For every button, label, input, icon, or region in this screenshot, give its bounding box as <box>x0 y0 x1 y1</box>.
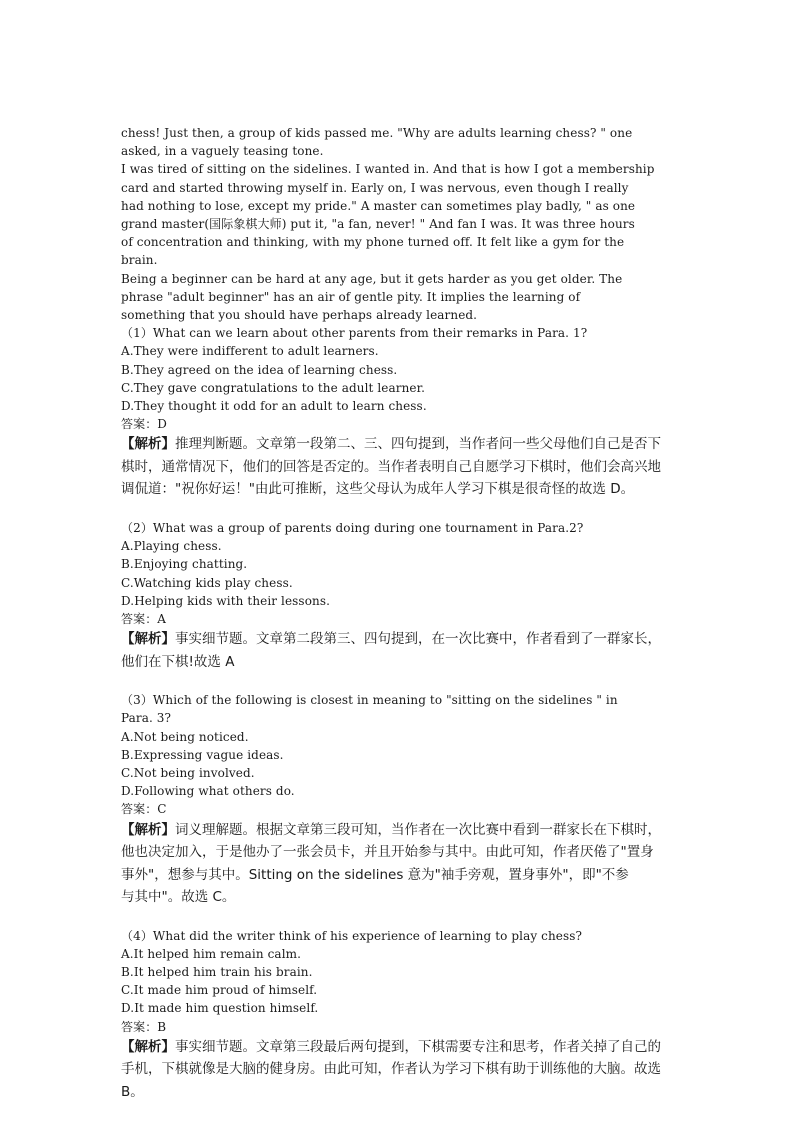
option-b: B.They agreed on the idea of learning chess. <box>121 362 398 377</box>
analysis-tag: 【解析】 <box>121 631 175 648</box>
option-c: C.Watching kids play chess. <box>121 575 293 590</box>
option-b: B.It helped him train his brain. <box>121 965 313 979</box>
answer: 答案：B <box>121 1019 167 1034</box>
analysis-tag: 【解析】 <box>121 436 175 453</box>
analysis-tag: 【解析】 <box>121 1038 175 1055</box>
analysis-line: 他们在下棋!故选 A <box>121 653 235 670</box>
question-text: （2）What was a group of parents doing during one tournament in Para.2? <box>121 520 584 535</box>
passage-line: something that you should have perhaps already learned. <box>121 308 478 323</box>
option-b: B.Enjoying chatting. <box>121 557 248 572</box>
passage-line: I was tired of sitting on the sidelines. I wanted in. And that is how I got a membership <box>121 162 655 177</box>
option-c: C.It made him proud of himself. <box>121 983 318 998</box>
option-d: D.Helping kids with their lessons. <box>121 593 331 608</box>
analysis-line: 与其中"。故选 C。 <box>121 889 236 906</box>
question-text: （4）What did the writer think of his experience of learning to play chess? <box>121 928 583 943</box>
document-page <box>121 124 683 1103</box>
option-b: B.Expressing vague ideas. <box>121 747 284 762</box>
passage-line: chess! Just then, a group of kids passed me. "Why are adults learning chess? " one <box>121 126 633 140</box>
analysis-line: 【解析】词义理解题。根据文章第三段可知，当作者在一次比赛中看到一群家长在下棋时， <box>121 821 661 838</box>
analysis-line: 【解析】事实细节题。文章第三段最后两句提到，下棋需要专注和思考，作者关掉了自己的 <box>121 1038 661 1055</box>
passage-line: had nothing to lose, except my pride." A master can sometimes play badly, " as one <box>121 198 636 213</box>
option-c: C.They gave congratulations to the adult learner. <box>121 380 426 395</box>
analysis-tag: 【解析】 <box>121 821 175 838</box>
option-d: D.It made him question himself. <box>121 1001 319 1016</box>
question-4 <box>121 927 683 1104</box>
passage-line: asked, in a vaguely teasing tone. <box>121 144 324 159</box>
analysis-line: 【解析】推理判断题。文章第一段第二、三、四句提到，当作者问一些父母他们自己是否下 <box>121 436 661 453</box>
question-2 <box>121 519 683 673</box>
passage-line: grand master(国际象棋大师) put it, "a fan, never! " And fan I was. It was three hours <box>121 217 635 232</box>
passage <box>121 124 683 324</box>
passage-line: phrase "adult beginner" has an air of gentle pity. It implies the learning of <box>121 289 581 304</box>
answer: 答案：D <box>121 417 168 432</box>
question-text-cont: Para. 3? <box>121 711 172 726</box>
question-3 <box>121 691 683 908</box>
answer: 答案：A <box>121 611 167 626</box>
analysis-line: 调侃道："祝你好运！"由此可推断，这些父母认为成年人学习下棋是很奇怪的故选 D。 <box>121 481 635 498</box>
question-1 <box>121 324 683 501</box>
analysis-line: 他也决定加入，于是他办了一张会员卡，并且开始参与其中。由此可知，作者厌倦了"置身 <box>121 844 654 861</box>
analysis-line: 【解析】事实细节题。文章第二段第三、四句提到，在一次比赛中，作者看到了一群家长， <box>121 631 661 648</box>
analysis-line: 棋时，通常情况下，他们的回答是否定的。当作者表明自己自愿学习下棋时，他们会高兴地 <box>121 458 661 475</box>
question-text: （1）What can we learn about other parents from their remarks in Para. 1? <box>121 326 588 341</box>
passage-line: card and started throwing myself in. Early on, I was nervous, even though I really <box>121 180 629 195</box>
option-a: A.Playing chess. <box>121 539 222 554</box>
option-a: A.It helped him remain calm. <box>121 946 302 961</box>
answer: 答案：C <box>121 802 167 817</box>
option-d: D.Following what others do. <box>121 784 295 799</box>
passage-line: brain. <box>121 253 158 268</box>
analysis-line: B。 <box>121 1083 144 1100</box>
analysis-line: 手机，下棋就像是大脑的健身房。由此可知，作者认为学习下棋有助于训练他的大脑。故选 <box>121 1061 661 1078</box>
option-a: A.Not being noticed. <box>121 729 249 744</box>
passage-line: of concentration and thinking, with my phone turned off. It felt like a gym for the <box>121 235 625 250</box>
question-text: （3）Which of the following is closest in meaning to "sitting on the sidelines " in <box>121 693 618 708</box>
option-d: D.They thought it odd for an adult to learn chess. <box>121 399 427 414</box>
option-a: A.They were indifferent to adult learners. <box>121 344 379 359</box>
analysis-line: 事外"，想参与其中。Sitting on the sidelines 意为"袖手旁观，置身事外"，即"不参 <box>121 866 629 883</box>
passage-line: Being a beginner can be hard at any age, but it gets harder as you get older. The <box>121 271 623 286</box>
option-c: C.Not being involved. <box>121 765 255 780</box>
